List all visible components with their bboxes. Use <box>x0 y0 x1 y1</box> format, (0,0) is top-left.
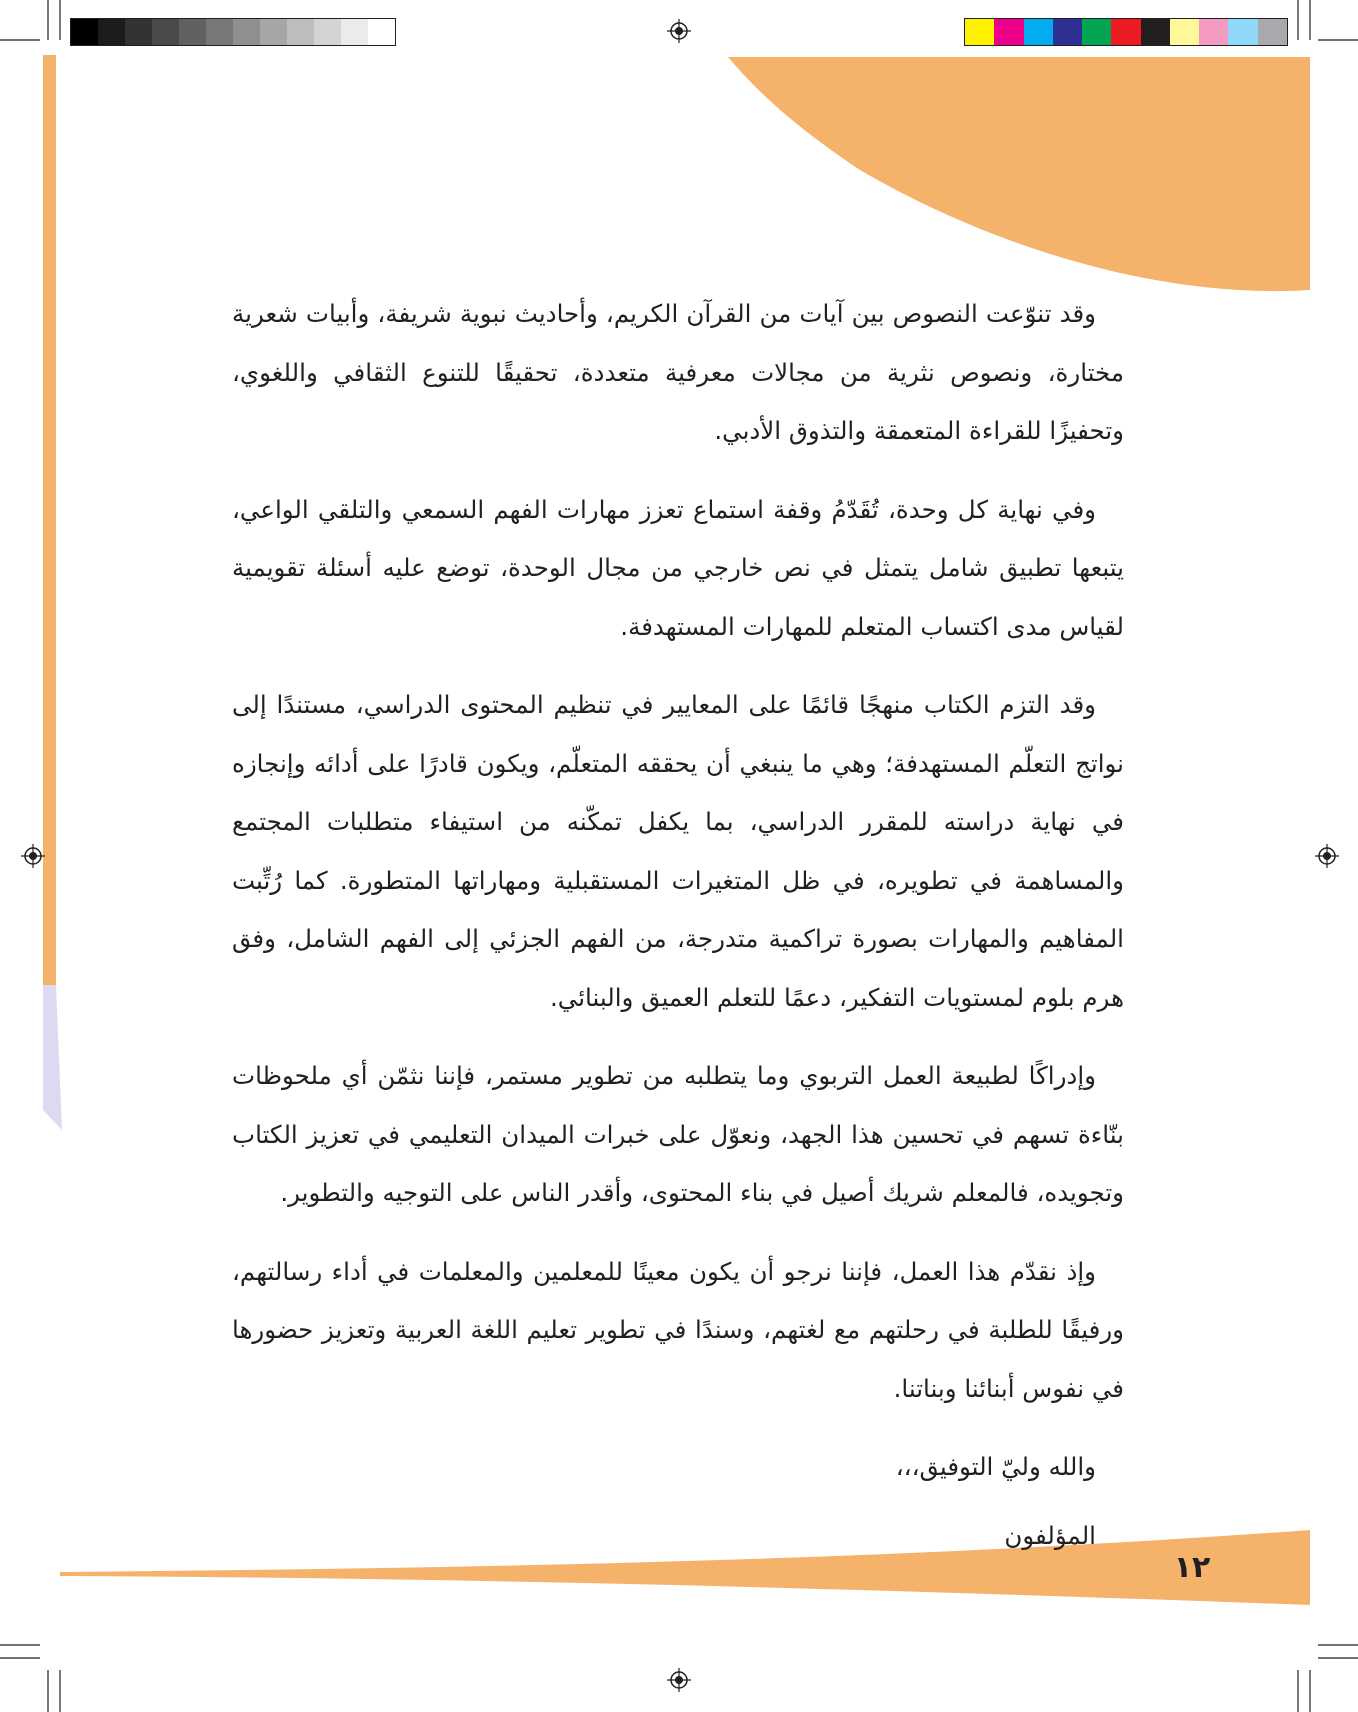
gray-swatch <box>233 19 260 45</box>
registration-mark-icon <box>667 19 691 43</box>
color-swatch <box>1024 19 1053 45</box>
paragraph: وإذ نقدّم هذا العمل، فإننا نرجو أن يكون معينًا للمعلمين والمعلمات في أداء رسالتهم، ورفيقًا للطلبة في رحلتهم مع لغتهم، وسندًا في تطوير تعليم اللغة العربية وتعزيز حضورها في نفوس أبنائنا وبناتنا. <box>232 1256 1124 1403</box>
registration-mark-icon <box>21 844 45 868</box>
gray-swatch <box>125 19 152 45</box>
gray-swatch <box>287 19 314 45</box>
color-swatch <box>994 19 1023 45</box>
color-swatch <box>1141 19 1170 45</box>
grayscale-calibration-bar <box>70 18 396 46</box>
paragraph: وإدراكًا لطبيعة العمل التربوي وما يتطلبه من تطوير مستمر، فإننا نثمّن أي ملحوظات بنّاءة تسهم في تحسين هذا الجهد، ونعوّل على خبرات الميدان التعليمي في تعزيز الكتاب وتجويده، فالمعلم شريك أصيل في بناء المحتوى، وأقدر الناس على التوجيه والتطوير. <box>232 1061 1124 1207</box>
gray-swatch <box>179 19 206 45</box>
gray-swatch <box>152 19 179 45</box>
orange-corner-shape <box>728 57 1310 291</box>
color-swatch <box>1053 19 1082 45</box>
color-swatch <box>1228 19 1257 45</box>
gray-swatch <box>368 19 395 45</box>
gray-swatch <box>260 19 287 45</box>
color-swatch <box>1082 19 1111 45</box>
gray-swatch <box>98 19 125 45</box>
gray-swatch <box>71 19 98 45</box>
gray-swatch <box>314 19 341 45</box>
registration-mark-icon <box>667 1668 691 1692</box>
color-swatch <box>1199 19 1228 45</box>
paragraph: وقد التزم الكتاب منهجًا قائمًا على المعايير في تنظيم المحتوى الدراسي، مستندًا إلى نواتج التعلّم المستهدفة؛ وهي ما ينبغي أن يحققه المتعلّم، ويكون قادرًا على أدائه وإنجازه في نهاية دراسته للمقرر الدراسي، بما يكفل تمكّنه من استيفاء متطلبات المجتمع والمساهمة في تطويره، في ظل المتغيرات المستقبلية ومهاراتها المتطورة. كما رُتِّبت المفاهيم والمهارات بصورة تراكمية متدرجة، من الفهم الجزئي إلى الفهم الشامل، وفق هرم بلوم لمستويات التفكير، دعمًا للتعلم العميق والبنائي. <box>232 690 1124 1012</box>
body-text <box>232 285 1124 1575</box>
color-swatch <box>965 19 994 45</box>
registration-mark-icon <box>1315 844 1339 868</box>
paragraph: وفي نهاية كل وحدة، تُقَدّمُ وقفة استماع تعزز مهارات الفهم السمعي والتلقي الواعي، يتبعها تطبيق شامل يتمثل في نص خارجي من مجال الوحدة، توضع عليه أسئلة تقويمية لقياس مدى اكتساب المتعلم للمهارات المستهدفة. <box>232 494 1124 641</box>
signature: المؤلفون <box>1004 1520 1096 1550</box>
color-swatch <box>1258 19 1287 45</box>
color-swatch <box>1111 19 1140 45</box>
page-number: ١٢ <box>1173 1550 1211 1585</box>
gray-swatch <box>206 19 233 45</box>
closing-line: والله وليّ التوفيق،،، <box>895 1452 1096 1481</box>
color-swatch <box>1170 19 1199 45</box>
paragraph: وقد تنوّعت النصوص بين آيات من القرآن الكريم، وأحاديث نبوية شريفة، وأبيات شعرية مختارة، ونصوص نثرية من مجالات معرفية متعددة، تحقيقًا للتنوع الثقافي واللغوي، وتحفيزًا للقراءة المتعمقة والتذوق الأدبي. <box>232 299 1124 445</box>
gray-swatch <box>341 19 368 45</box>
color-calibration-bar <box>964 18 1288 46</box>
left-lavender-strip <box>43 985 62 1130</box>
